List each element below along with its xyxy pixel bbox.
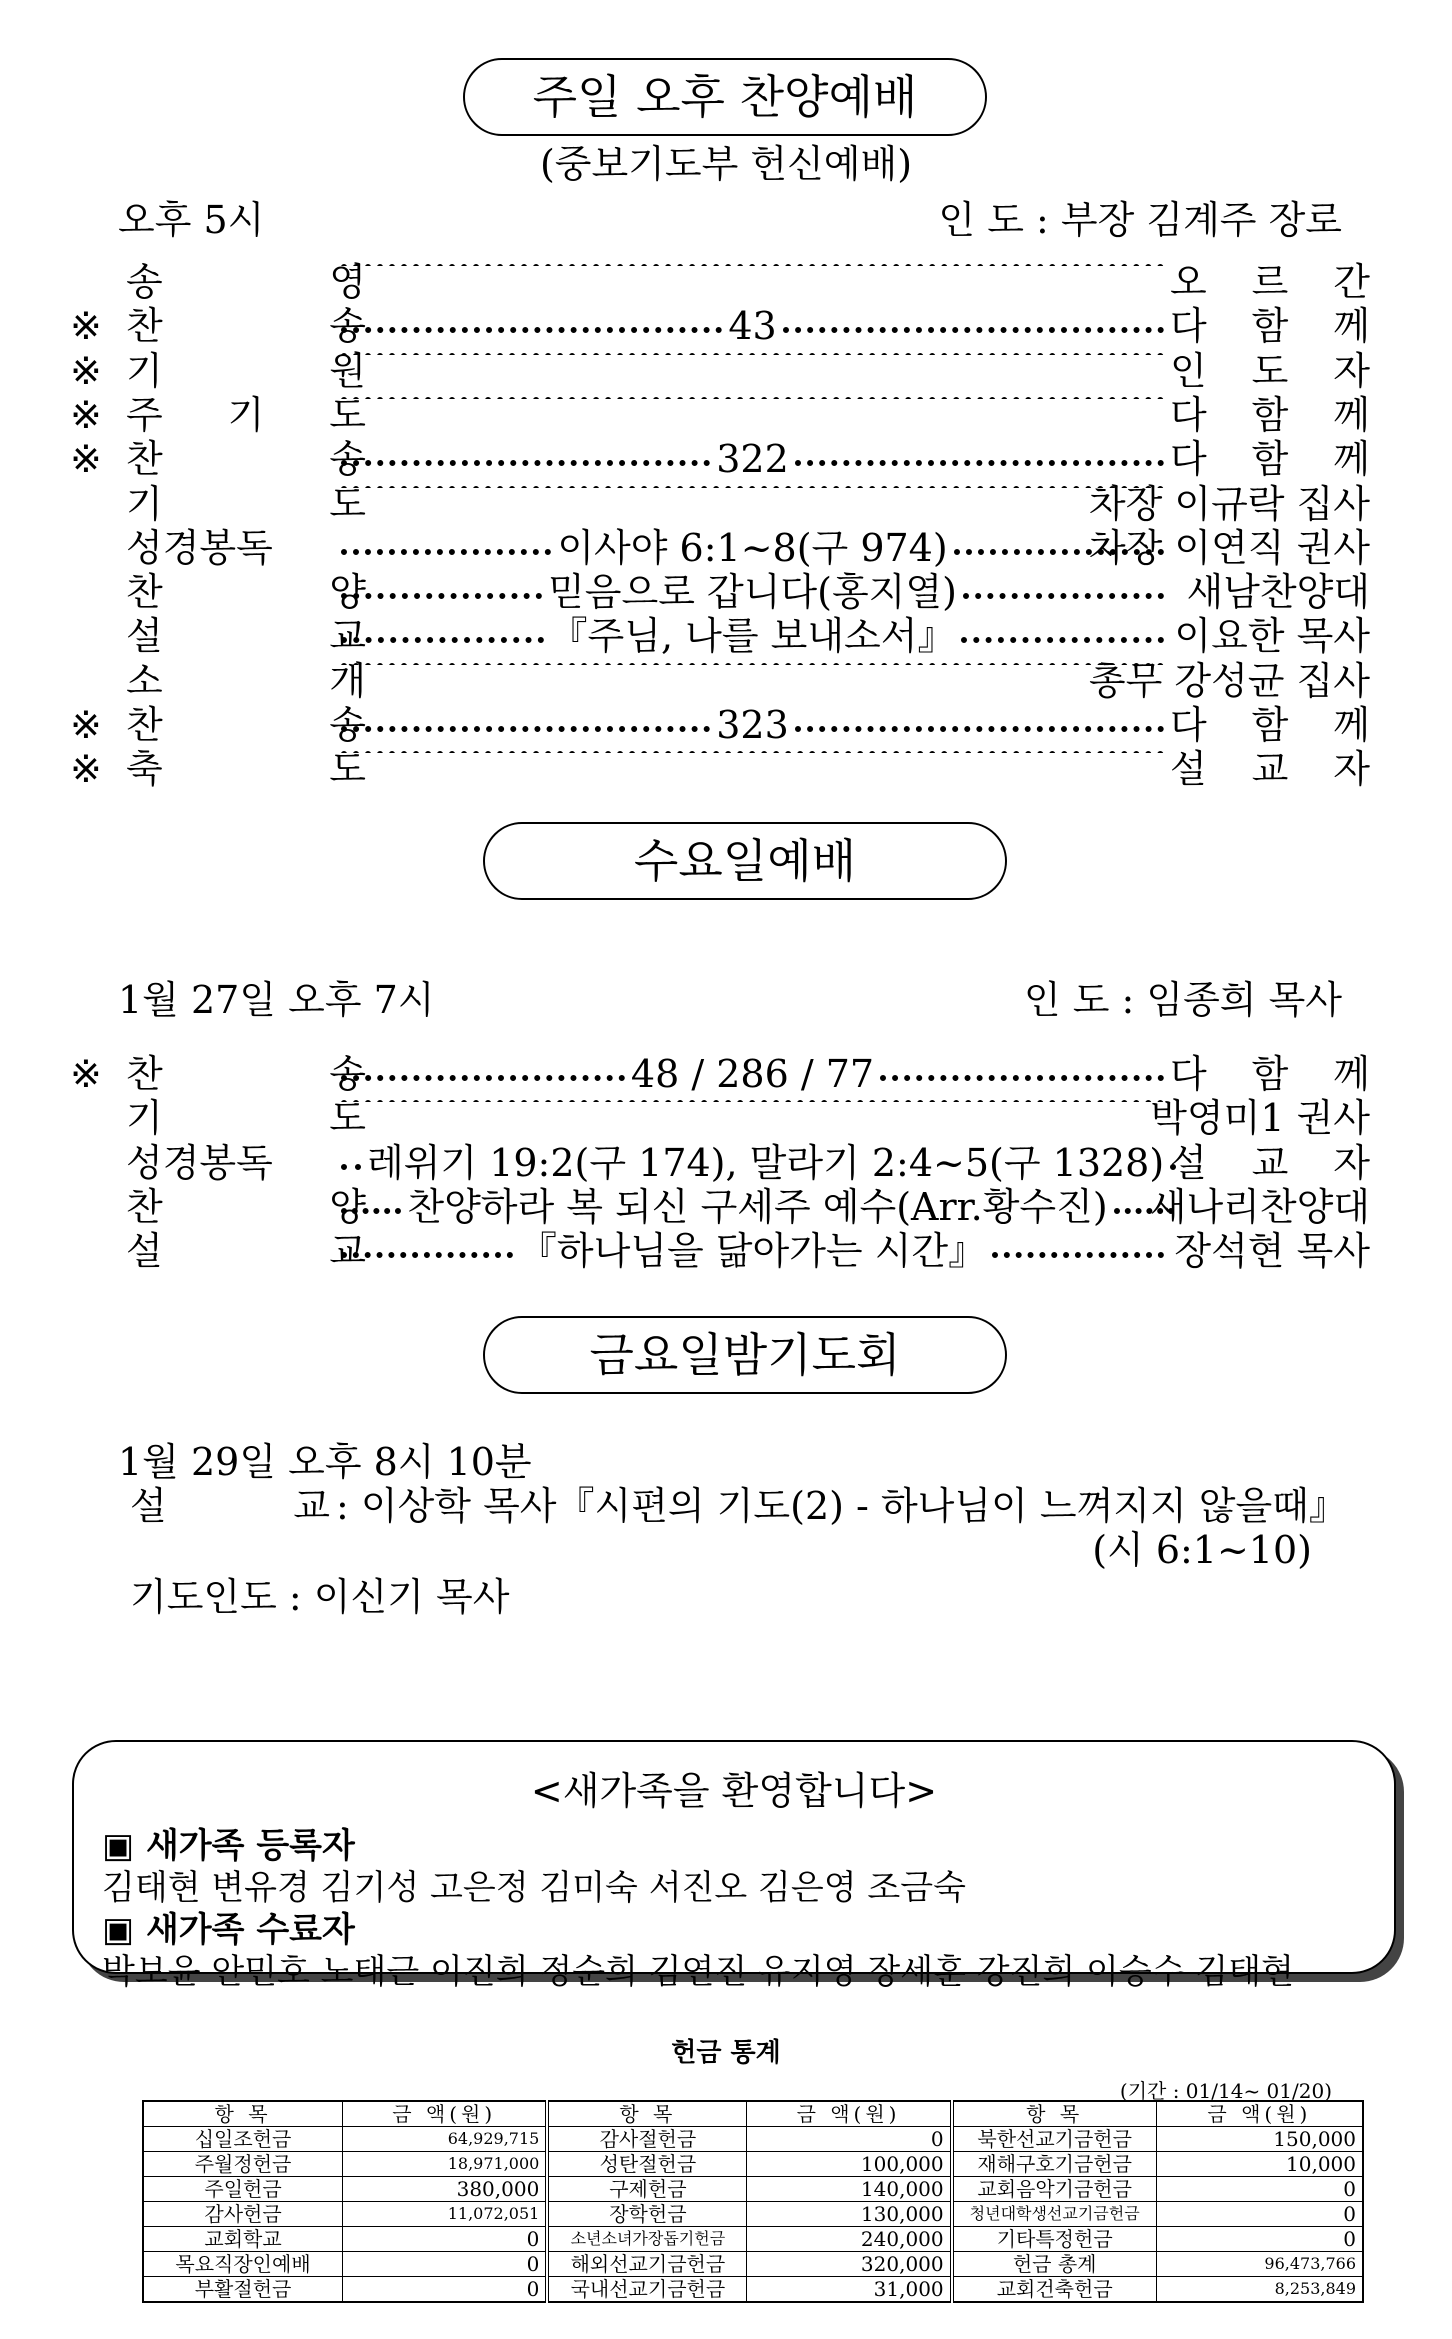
- sunday-detail-text: 322: [716, 437, 789, 482]
- sunday-person-char: 함: [1251, 703, 1289, 747]
- offering-header-cell: 금 액(원): [1156, 2101, 1363, 2127]
- sunday-leader: 인 도 : 부장 김계주 장로: [938, 198, 1342, 242]
- friday-service-title: 금요일밤기도회: [483, 1316, 1007, 1394]
- sunday-order-row: [70, 614, 1370, 658]
- wednesday-label-char: 교: [329, 1229, 366, 1274]
- completed-names: 박보윤 안민호 노태근 이진희 정순희 김연진 유지영 장세훈 강진희 이승수 김태현: [102, 1952, 1294, 1992]
- sunday-order-detail: [335, 304, 1170, 348]
- offering-item: 주월정헌금: [143, 2152, 343, 2177]
- sunday-order-row: [70, 482, 1370, 526]
- sunday-label-char: 기: [227, 392, 265, 437]
- sunday-order-person: 총무 강성균 집사: [1088, 658, 1370, 703]
- sunday-label-char: 성경봉독: [126, 525, 273, 570]
- stand-mark: ※: [70, 348, 102, 393]
- leader-dots: [341, 726, 710, 732]
- sunday-label-char: 개: [329, 658, 366, 703]
- sunday-order-detail: [335, 747, 1170, 753]
- leader-dots: [341, 593, 542, 599]
- friday-time: 1월 29일 오후 8시 10분: [118, 1440, 532, 1484]
- sunday-order-label: [126, 349, 366, 393]
- sunday-person-char: 오: [1170, 260, 1207, 304]
- offering-item: 부활절헌금: [143, 2277, 343, 2303]
- sunday-order-person: 차장 이규락 집사: [1088, 481, 1370, 526]
- sunday-label-char: 원: [329, 348, 366, 393]
- offering-item: 구제헌금: [547, 2177, 747, 2202]
- wednesday-order-label: [126, 1141, 366, 1185]
- wednesday-order-person: [1170, 1052, 1370, 1096]
- sunday-detail-text: 323: [716, 703, 789, 747]
- sunday-order-detail: [335, 393, 1170, 399]
- sunday-person-char: 께: [1333, 437, 1370, 482]
- leader-dots: [341, 1208, 401, 1214]
- sunday-person-char: 설: [1170, 747, 1207, 792]
- offering-item: 감사절헌금: [547, 2127, 747, 2152]
- sunday-label-char: 도: [329, 481, 366, 526]
- offering-amount: 8,253,849: [1156, 2277, 1363, 2303]
- welcome-title: <새가족을 환영합니다>: [530, 1769, 938, 1813]
- leader-dots: [880, 1075, 1164, 1081]
- offering-table: [142, 2100, 1364, 2303]
- sunday-order-person: [1170, 437, 1370, 481]
- offering-amount: 0: [343, 2277, 548, 2303]
- offering-amount: 380,000: [343, 2177, 548, 2202]
- sunday-person-char: 께: [1333, 703, 1370, 747]
- sunday-person-char: 함: [1251, 392, 1289, 437]
- sunday-detail-text: 믿음으로 갑니다(홍지열): [548, 570, 957, 615]
- wednesday-person-char: 자: [1333, 1140, 1370, 1185]
- sunday-person-char: 자: [1333, 348, 1370, 393]
- wednesday-person-char: 교: [1251, 1140, 1289, 1185]
- offering-item: 국내선교기금헌금: [547, 2277, 747, 2303]
- offering-row: [143, 2227, 1363, 2252]
- friday-sermon: : 이상학 목사『시편의 기도(2) - 하나님이 느껴지지 않을때』: [336, 1484, 1347, 1528]
- sunday-order-row: [70, 703, 1370, 747]
- sunday-order-label: [126, 437, 366, 481]
- offering-amount: 96,473,766: [1156, 2252, 1363, 2277]
- leader-dots: [341, 751, 1164, 753]
- sunday-order-row: [70, 349, 1370, 393]
- wednesday-order-row: [70, 1096, 1370, 1140]
- sunday-order-person: 차장 이연직 권사: [1088, 525, 1370, 570]
- sunday-label-char: 송: [329, 437, 366, 482]
- sunday-person-char: 다: [1170, 437, 1207, 482]
- sunday-label-char: 찬: [126, 570, 163, 615]
- wednesday-detail-text: 48 / 286 / 77: [630, 1052, 875, 1096]
- wednesday-person-char: 함: [1251, 1052, 1289, 1096]
- sunday-order-label: [126, 747, 366, 791]
- offering-item: 성탄절헌금: [547, 2152, 747, 2177]
- sunday-label-char: 찬: [126, 437, 163, 482]
- offering-amount: 0: [1156, 2202, 1363, 2227]
- wednesday-service-title: 수요일예배: [483, 822, 1007, 900]
- offering-item: 목요직장인예배: [143, 2252, 343, 2277]
- offering-item: 교회건축헌금: [952, 2277, 1157, 2303]
- offering-stats-title: 헌금 통계: [671, 2038, 781, 2068]
- sunday-person-char: 함: [1251, 304, 1289, 349]
- leader-dots: [341, 1075, 625, 1081]
- wednesday-detail-text: 『하나님을 닮아가는 시간』: [518, 1229, 987, 1274]
- stand-mark: ※: [70, 747, 102, 792]
- friday-prayer-leader: 기도인도 : 이신기 목사: [130, 1575, 510, 1619]
- sunday-order-detail: [335, 703, 1170, 747]
- friday-sermon-label-a: 설: [130, 1484, 167, 1528]
- sunday-order-label: [126, 703, 366, 747]
- wednesday-leader: 인 도 : 임종희 목사: [1023, 978, 1342, 1022]
- wednesday-detail-text: 찬양하라 복 되신 구세주 예수(Arr.황수진): [407, 1184, 1108, 1229]
- leader-dots: [341, 460, 710, 466]
- wednesday-label-char: 성경봉독: [126, 1140, 273, 1185]
- leader-dots: [795, 726, 1164, 732]
- sunday-order-label: [126, 614, 366, 658]
- sunday-label-char: 주: [126, 392, 163, 437]
- sunday-person-char: 함: [1251, 437, 1289, 482]
- offering-header-cell: 금 액(원): [343, 2101, 548, 2127]
- friday-sermon-label-b: 교: [293, 1484, 330, 1528]
- sunday-order-person: 새남찬양대: [1186, 570, 1370, 615]
- leader-dots: [341, 637, 544, 643]
- sunday-label-char: 송: [329, 703, 366, 747]
- sunday-label-char: 설: [126, 614, 163, 659]
- offering-item: 십일조헌금: [143, 2127, 343, 2152]
- wednesday-order-label: [126, 1185, 366, 1229]
- sunday-order-label: [126, 260, 366, 304]
- wednesday-order-label: [126, 1052, 366, 1096]
- stand-mark: ※: [70, 392, 102, 437]
- sunday-order-label: [126, 526, 366, 570]
- sunday-label-char: 소: [126, 658, 163, 703]
- offering-row: [143, 2152, 1363, 2177]
- sunday-person-char: 께: [1333, 392, 1370, 437]
- offering-amount: 100,000: [747, 2152, 952, 2177]
- offering-amount: 64,929,715: [343, 2127, 548, 2152]
- offering-header-cell: 항 목: [952, 2101, 1157, 2127]
- offering-item: 헌금 총계: [952, 2252, 1157, 2277]
- sunday-order-row: [70, 260, 1370, 304]
- wednesday-order-person: [1170, 1141, 1370, 1185]
- sunday-label-char: 찬: [126, 304, 163, 349]
- wednesday-label-char: 찬: [126, 1184, 163, 1229]
- sunday-order-row: [70, 747, 1370, 791]
- wednesday-label-char: 기: [126, 1096, 163, 1141]
- sunday-order-row: [70, 526, 1370, 570]
- leader-dots: [341, 327, 722, 333]
- stand-mark: ※: [70, 304, 102, 349]
- offering-amount: 130,000: [747, 2202, 952, 2227]
- sunday-subtitle: (중보기도부 헌신예배): [539, 142, 913, 186]
- wednesday-label-char: 찬: [126, 1052, 163, 1096]
- wednesday-order-person: 박영미1 권사: [1150, 1096, 1370, 1141]
- leader-dots: [341, 1252, 513, 1258]
- sunday-order-detail: [335, 260, 1170, 266]
- wednesday-label-char: 양: [329, 1184, 366, 1229]
- wednesday-label-char: 도: [329, 1096, 366, 1141]
- sunday-label-char: 기: [126, 348, 163, 393]
- sunday-person-char: 께: [1333, 304, 1370, 349]
- registered-label: ▣ 새가족 등록자: [102, 1826, 355, 1866]
- offering-amount: 240,000: [747, 2227, 952, 2252]
- sunday-person-char: 다: [1170, 392, 1207, 437]
- offering-amount: 18,971,000: [343, 2152, 548, 2177]
- wednesday-order-row: [70, 1185, 1370, 1229]
- sunday-order-label: [126, 659, 366, 703]
- wednesday-label-char: 송: [329, 1052, 366, 1096]
- offering-header-cell: 항 목: [143, 2101, 343, 2127]
- offering-row: [143, 2202, 1363, 2227]
- wednesday-person-char: 설: [1170, 1140, 1207, 1185]
- wednesday-person-char: 께: [1333, 1052, 1370, 1096]
- offering-row: [143, 2177, 1363, 2202]
- offering-item: 교회학교: [143, 2227, 343, 2252]
- friday-sermon-ref: (시 6:1~10): [1092, 1528, 1312, 1572]
- sunday-label-char: 도: [329, 392, 366, 437]
- offering-amount: 10,000: [1156, 2152, 1363, 2177]
- sunday-label-char: 도: [329, 747, 366, 792]
- stand-mark: ※: [70, 437, 102, 482]
- sunday-label-char: 송: [329, 304, 366, 349]
- sunday-person-char: 자: [1333, 747, 1370, 792]
- sunday-order-detail: [335, 349, 1170, 355]
- offering-item: 감사헌금: [143, 2202, 343, 2227]
- offering-amount: 320,000: [747, 2252, 952, 2277]
- sunday-label-char: 양: [329, 570, 366, 615]
- sunday-detail-text: 43: [728, 304, 777, 349]
- sunday-order-person: 이요한 목사: [1174, 614, 1370, 659]
- offering-row: [143, 2277, 1363, 2303]
- wednesday-order-person: 새나리찬양대: [1149, 1184, 1370, 1229]
- offering-header-cell: 금 액(원): [747, 2101, 952, 2127]
- sunday-person-char: 간: [1333, 260, 1370, 304]
- offering-item: 북한선교기금헌금: [952, 2127, 1157, 2152]
- offering-amount: 31,000: [747, 2277, 952, 2303]
- offering-item: 소년소녀가장돕기헌금: [547, 2227, 747, 2252]
- leader-dots: [341, 353, 1164, 355]
- registered-names: 김태현 변유경 김기성 고은정 김미숙 서진오 김은영 조금숙: [102, 1868, 966, 1908]
- sunday-label-char: 축: [126, 747, 163, 792]
- offering-amount: 0: [1156, 2177, 1363, 2202]
- sunday-order-row: [70, 393, 1370, 437]
- sunday-order-person: [1170, 393, 1370, 437]
- wednesday-order-row: [70, 1229, 1370, 1273]
- wednesday-detail-text: 레위기 19:2(구 174), 말라기 2:4~5(구 1328): [367, 1140, 1165, 1185]
- offering-amount: 0: [343, 2252, 548, 2277]
- sunday-order-person: [1170, 703, 1370, 747]
- sunday-person-char: 다: [1170, 304, 1207, 349]
- sunday-label-char: 영: [329, 260, 366, 304]
- wednesday-order-row: [70, 1141, 1370, 1185]
- sunday-detail-text: 『주님, 나를 보내소서』: [549, 614, 956, 659]
- sunday-label-char: 교: [329, 614, 366, 659]
- sunday-person-char: 도: [1251, 348, 1289, 393]
- leader-dots: [341, 264, 1164, 266]
- sunday-order-row: [70, 570, 1370, 614]
- leader-dots: [341, 1164, 361, 1170]
- leader-dots: [783, 327, 1164, 333]
- completed-label: ▣ 새가족 수료자: [102, 1910, 355, 1950]
- wednesday-label-char: 설: [126, 1229, 163, 1274]
- offering-period: (기간 : 01/14~ 01/20): [1119, 2079, 1332, 2103]
- wednesday-time: 1월 27일 오후 7시: [118, 978, 435, 1022]
- sunday-label-char: 기: [126, 481, 163, 526]
- wednesday-order-detail: [335, 1141, 1180, 1185]
- sunday-order-person: [1170, 304, 1370, 348]
- leader-dots: [341, 397, 1164, 399]
- sunday-person-char: 다: [1170, 703, 1207, 747]
- wednesday-order-label: [126, 1229, 366, 1273]
- offering-row: [143, 2252, 1363, 2277]
- offering-amount: 150,000: [1156, 2127, 1363, 2152]
- sunday-order-row: [70, 437, 1370, 481]
- offering-amount: 11,072,051: [343, 2202, 548, 2227]
- wednesday-person-char: 다: [1170, 1052, 1207, 1096]
- sunday-detail-text: 이사야 6:1~8(구 974): [557, 525, 948, 570]
- sunday-order-label: [126, 570, 366, 614]
- offering-amount: 140,000: [747, 2177, 952, 2202]
- stand-mark: ※: [70, 703, 102, 747]
- offering-item: 주일헌금: [143, 2177, 343, 2202]
- offering-item: 재해구호기금헌금: [952, 2152, 1157, 2177]
- sunday-order-label: [126, 393, 366, 437]
- leader-dots: [341, 549, 551, 555]
- offering-row: [143, 2127, 1363, 2152]
- sunday-order-person: [1170, 349, 1370, 393]
- offering-item: 청년대학생선교기금헌금: [952, 2202, 1157, 2227]
- sunday-order-row: [70, 659, 1370, 703]
- offering-amount: 0: [1156, 2227, 1363, 2252]
- new-family-welcome-box: [72, 1740, 1396, 1992]
- wednesday-order-person: 장석현 목사: [1174, 1229, 1370, 1274]
- sunday-person-char: 인: [1170, 348, 1207, 393]
- wednesday-order-detail: [335, 1052, 1170, 1096]
- stand-mark: ※: [70, 1052, 102, 1096]
- friday-sermon-label: [130, 1484, 330, 1528]
- sunday-service-title: 주일 오후 찬양예배: [463, 58, 987, 136]
- sunday-order-person: [1170, 747, 1370, 791]
- sunday-time: 오후 5시: [118, 198, 265, 242]
- offering-item: 기타특정헌금: [952, 2227, 1157, 2252]
- sunday-order-person: [1170, 260, 1370, 304]
- leader-dots: [795, 460, 1164, 466]
- sunday-order-row: [70, 304, 1370, 348]
- sunday-label-char: 찬: [126, 703, 163, 747]
- offering-amount: 0: [747, 2127, 952, 2152]
- offering-item: 장학헌금: [547, 2202, 747, 2227]
- offering-amount: 0: [343, 2227, 548, 2252]
- offering-header-cell: 항 목: [547, 2101, 747, 2127]
- offering-item: 교회음악기금헌금: [952, 2177, 1157, 2202]
- sunday-order-detail: [335, 437, 1170, 481]
- sunday-label-char: 송: [126, 260, 163, 304]
- sunday-order-label: [126, 482, 366, 526]
- sunday-person-char: 르: [1251, 260, 1289, 304]
- offering-item: 해외선교기금헌금: [547, 2252, 747, 2277]
- wednesday-order-row: [70, 1052, 1370, 1096]
- sunday-order-label: [126, 304, 366, 348]
- wednesday-order-label: [126, 1096, 366, 1140]
- sunday-person-char: 교: [1251, 747, 1289, 792]
